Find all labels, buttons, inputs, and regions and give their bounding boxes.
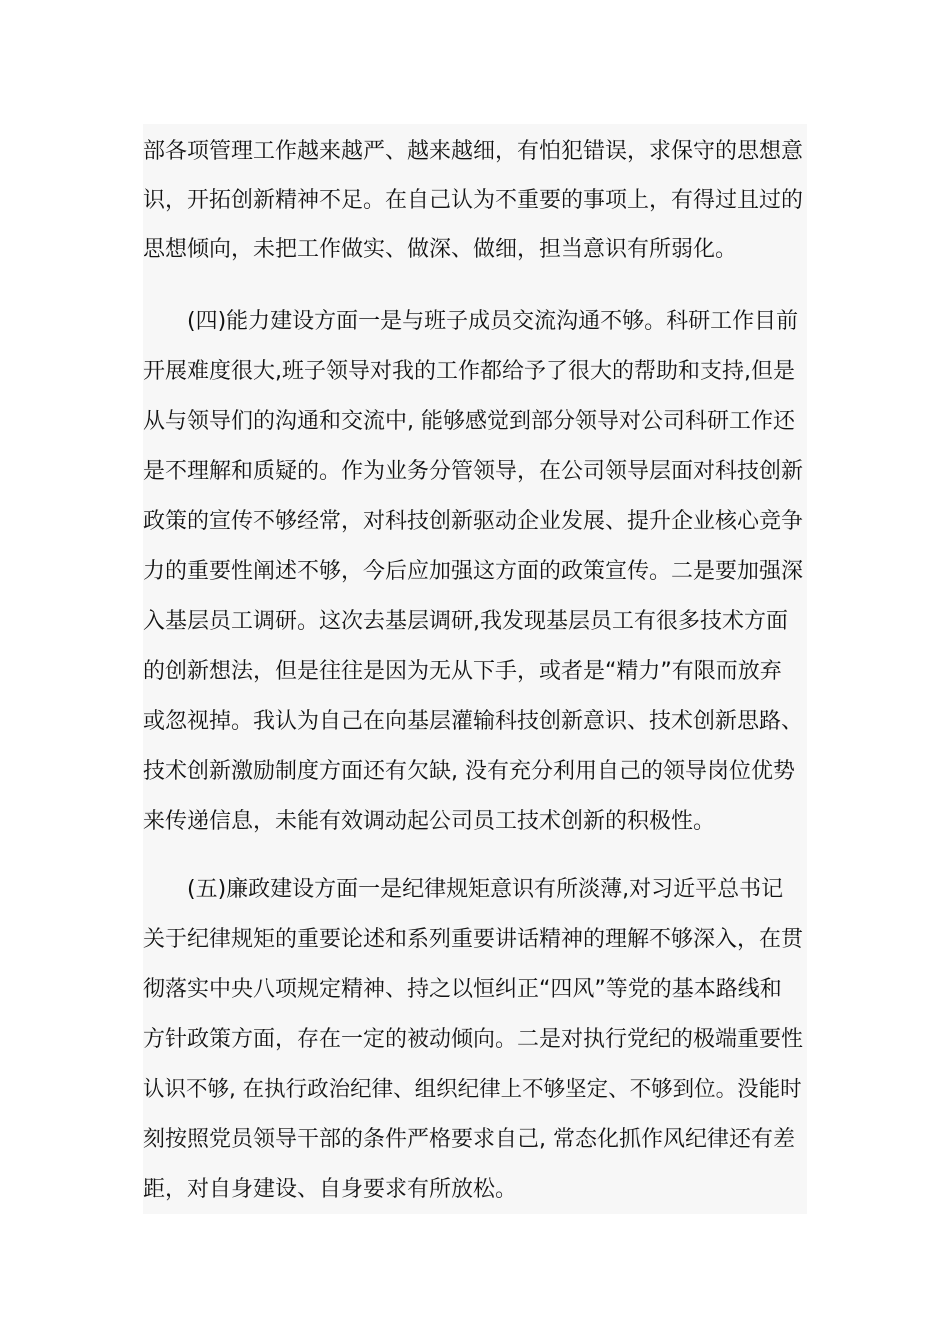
text-line: 技术创新激励制度方面还有欠缺, 没有充分利用自己的领导岗位优势	[143, 759, 795, 784]
text-line: 开展难度很大,班子领导对我的工作都给予了很大的帮助和支持,但是	[143, 359, 795, 384]
text-line: 的创新想法，但是往往是因为无从下手，或者是“精力”有限而放弃	[143, 659, 782, 684]
text-line: 识，开拓创新精神不足。在自己认为不重要的事项上，有得过且过的	[143, 188, 804, 213]
text-line: 刻按照党员领导干部的条件严格要求自己, 常态化抓作风纪律还有差	[143, 1127, 795, 1152]
paragraph-first-line: (五)廉政建设方面一是纪律规矩意识有所淡薄,对习近平总书记	[187, 877, 784, 902]
text-line: 部各项管理工作越来越严、越来越细，有怕犯错误，求保守的思想意	[143, 139, 804, 164]
text-line: 来传递信息，未能有效调动起公司员工技术创新的积极性。	[143, 809, 716, 834]
text-line: 方针政策方面，存在一定的被动倾向。二是对执行党纪的极端重要性	[143, 1027, 804, 1052]
paragraph-first-line: (四)能力建设方面一是与班子成员交流沟通不够。科研工作目前	[187, 309, 799, 334]
text-line: 政策的宣传不够经常，对科技创新驱动企业发展、提升企业核心竞争	[143, 509, 804, 534]
text-line: 思想倾向，未把工作做实、做深、做细，担当意识有所弱化。	[143, 237, 738, 262]
text-line: 入基层员工调研。这次去基层调研,我发现基层员工有很多技术方面	[143, 609, 788, 634]
text-line: 或忽视掉。我认为自己在向基层灌输科技创新意识、技术创新思路、	[143, 709, 804, 734]
document-text-block	[143, 124, 807, 1214]
text-line: 力的重要性阐述不够，今后应加强这方面的政策宣传。二是要加强深	[143, 559, 804, 584]
text-line: 认识不够, 在执行政治纪律、组织纪律上不够坚定、不够到位。没能时	[143, 1077, 802, 1102]
text-line: 关于纪律规矩的重要论述和系列重要讲话精神的理解不够深入，在贯	[143, 927, 804, 952]
text-line: 距，对自身建设、自身要求有所放松。	[143, 1177, 518, 1202]
text-line: 从与领导们的沟通和交流中, 能够感觉到部分领导对公司科研工作还	[143, 409, 795, 434]
text-line: 是不理解和质疑的。作为业务分管领导，在公司领导层面对科技创新	[143, 459, 804, 484]
text-line: 彻落实中央八项规定精神、持之以恒纠正“四风”等党的基本路线和	[143, 977, 782, 1002]
